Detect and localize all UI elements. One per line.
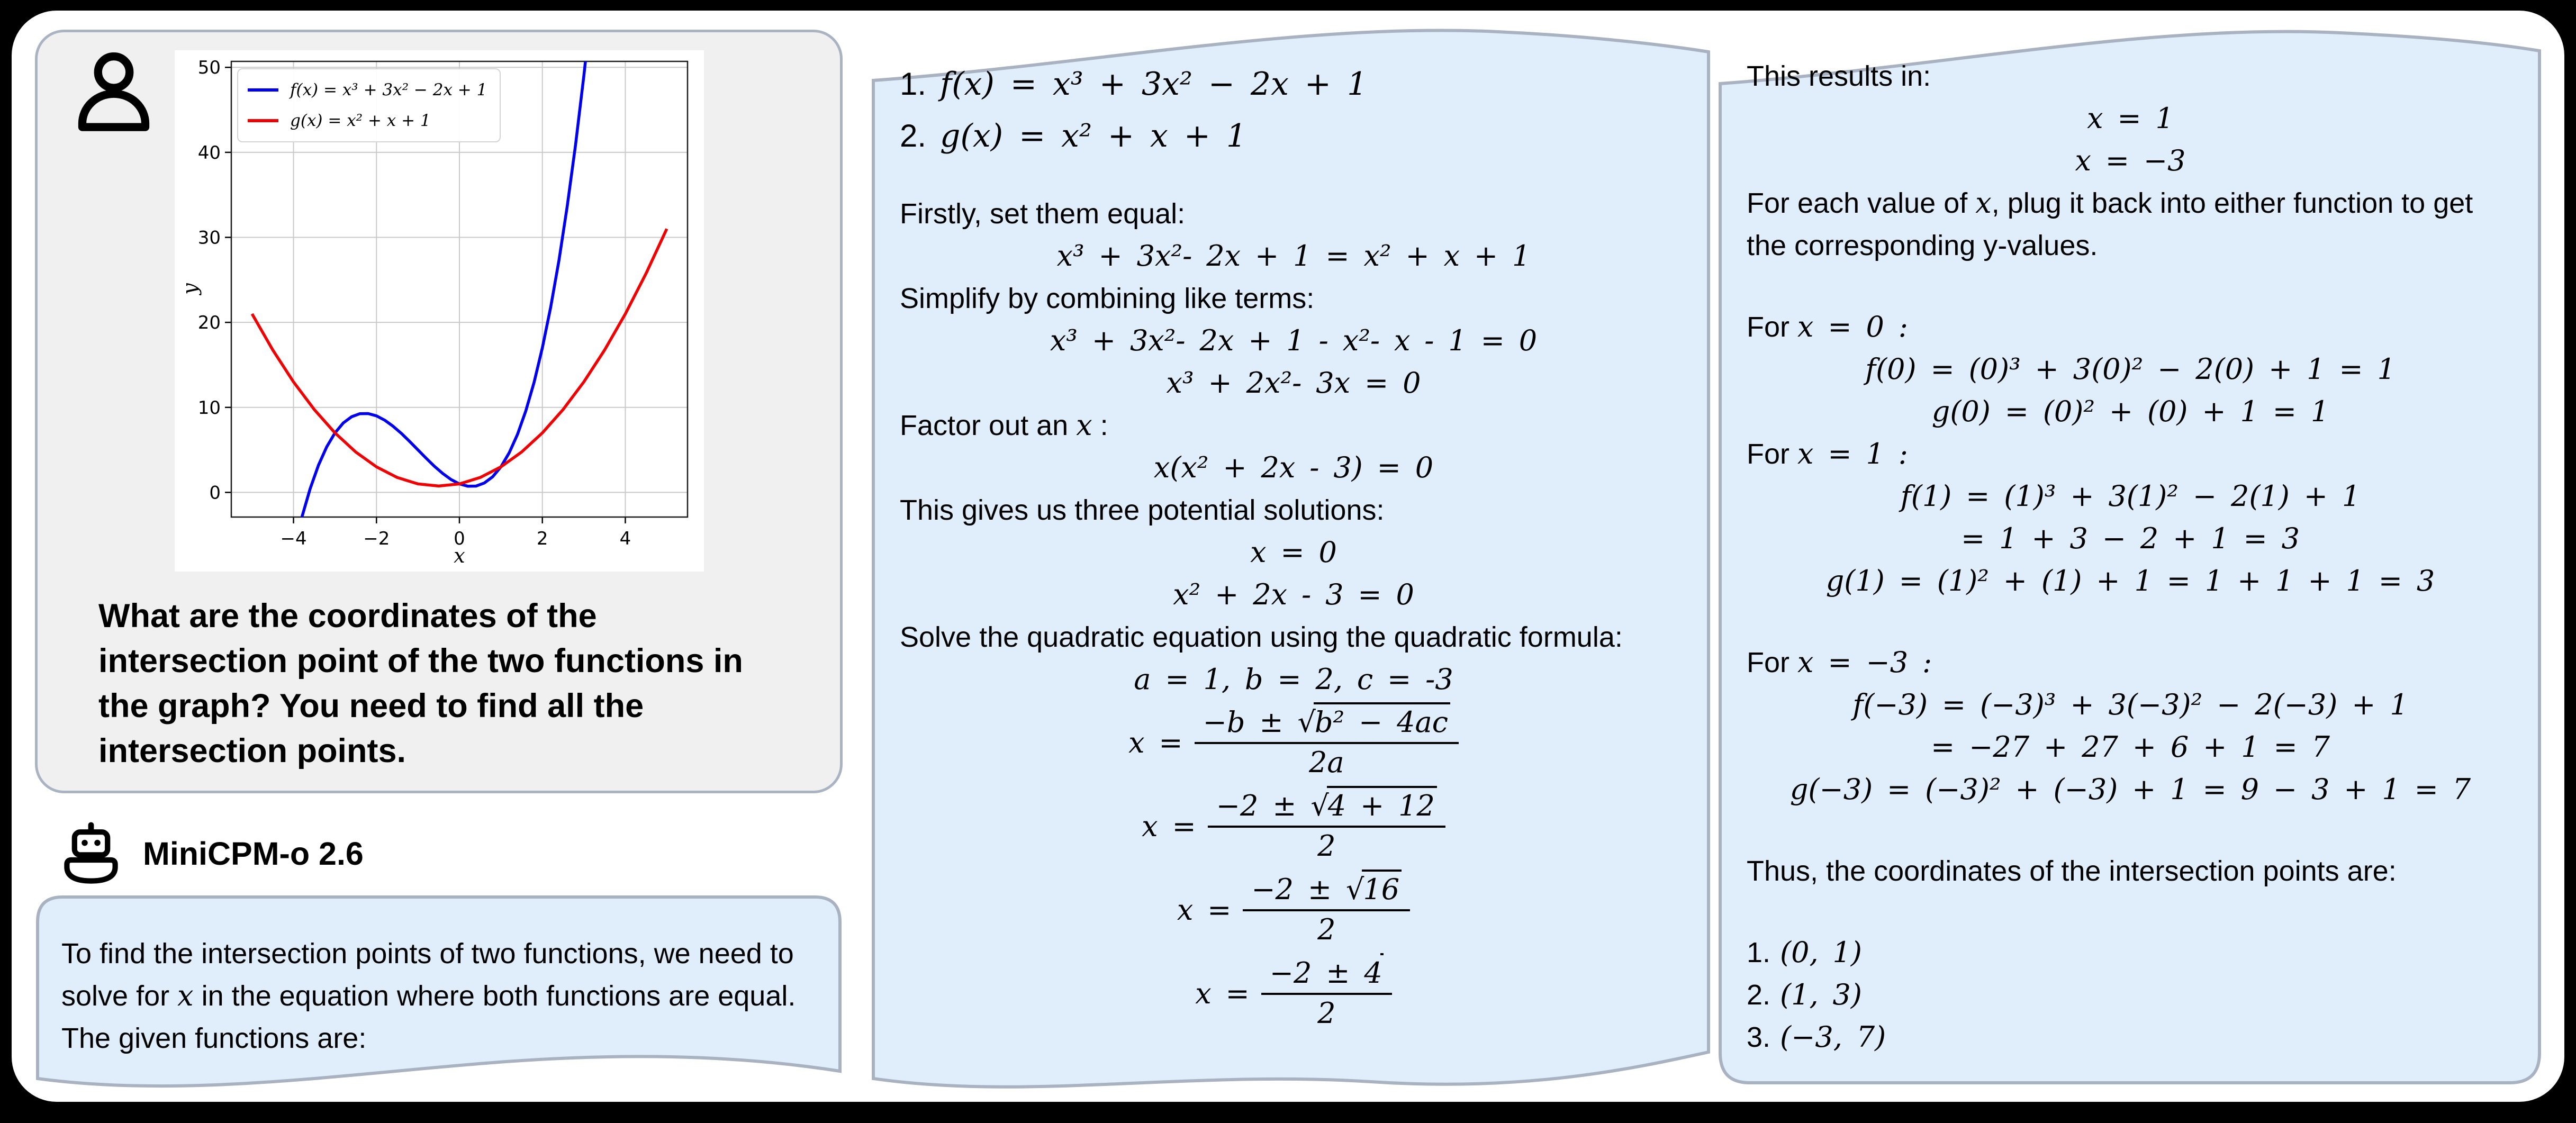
for-math: x = 1 : [1797, 437, 1908, 470]
math-line: x = −3 [2075, 144, 2186, 177]
case-xm3-header [1747, 641, 2514, 684]
user-question: What are the coordinates of the intersection point of the two functions in the graph? You need to find all the intersection points. [98, 597, 743, 769]
function-def-1 [900, 58, 1687, 110]
g-definition: g(x) = x² + x + 1 [940, 117, 1247, 155]
frac-lhs: x = [1128, 726, 1183, 759]
fraction-numerator [1195, 706, 1459, 744]
fraction [1261, 957, 1392, 1030]
math-line: = 1 + 3 − 2 + 1 = 3 [1961, 522, 2300, 555]
y-axis-label: y [178, 283, 202, 295]
legend-entry-f [248, 75, 487, 105]
math-line: g(−3) = (−3)² + (−3) + 1 = 9 − 3 + 1 = 7 [1789, 773, 2471, 806]
fraction [1243, 873, 1410, 946]
legend-line-red [248, 119, 278, 122]
fraction-denominator: 2 [1317, 829, 1336, 863]
svg-text:4: 4 [619, 528, 631, 549]
for-label: For [1747, 647, 1798, 678]
math-line: f(0) = (0)³ + 3(0)² − 2(0) + 1 = 1 [1865, 352, 2396, 386]
frac-lhs: x = [1177, 893, 1232, 927]
quadratic-step-2 [900, 784, 1687, 868]
svg-text:10: 10 [197, 397, 221, 419]
math-line: x³ + 3x²- 2x + 1 - x²- x - 1 = 0 [1050, 324, 1538, 357]
plug-pre: For each value of [1747, 187, 1976, 219]
point-tuple: (1, 3) [1780, 978, 1862, 1011]
for-label: For [1747, 438, 1798, 470]
math-line: x² + 2x - 3 = 0 [1173, 578, 1414, 611]
fraction [1195, 706, 1459, 779]
case-x0-header [1747, 306, 2514, 348]
response-bubble-1 [61, 932, 826, 1059]
num-pre: −2 ± 4 [1269, 956, 1382, 990]
svg-text:50: 50 [197, 57, 221, 79]
quadratic-formula [900, 701, 1687, 784]
math-line: x = 0 [1250, 536, 1337, 569]
radicand: 16 [1362, 870, 1402, 906]
response-bubble-2 [900, 58, 1687, 1035]
text-line: This gives us three potential solutions: [900, 494, 1385, 526]
frac-lhs: x = [1142, 809, 1196, 843]
math-line: x³ + 2x²- 3x = 0 [1166, 366, 1421, 400]
frac-lhs: x = [1195, 976, 1250, 1010]
math-line: g(0) = (0)² + (0) + 1 = 1 [1931, 395, 2329, 428]
legend-label-f: f(x) = x³ + 3x² − 2x + 1 [290, 80, 487, 99]
fraction-denominator: 2 [1317, 913, 1336, 946]
math-line: g(1) = (1)² + (1) + 1 = 1 + 1 + 1 = 3 [1825, 564, 2435, 597]
for-math: x = −3 : [1797, 646, 1932, 679]
num-pre: −b ± √ [1203, 705, 1316, 739]
point-tuple: (0, 1) [1780, 936, 1862, 969]
num-pre: −2 ± √ [1216, 789, 1329, 822]
fraction [1208, 790, 1445, 863]
fraction-numerator [1208, 790, 1445, 828]
conclusion-line: Thus, the coordinates of the intersection points are: [1747, 855, 2397, 887]
radicand [1380, 953, 1384, 990]
legend-entry-g [248, 105, 487, 136]
math-line: f(1) = (1)³ + 3(1)² − 2(1) + 1 [1900, 479, 2361, 513]
x-axis-label: x [454, 544, 465, 567]
model-row [59, 819, 364, 888]
spacer [1747, 602, 2514, 641]
legend-line-blue [248, 88, 278, 92]
intersection-point-3 [1747, 1016, 2514, 1058]
svg-text:0: 0 [209, 482, 221, 504]
svg-text:2: 2 [536, 528, 548, 549]
plug-var: x [1975, 186, 1992, 220]
list-number: 3. [1747, 1021, 1771, 1053]
math-line: a = 1, b = 2, c = -3 [1134, 663, 1453, 696]
svg-text:40: 40 [197, 142, 221, 164]
for-math: x = 0 : [1797, 310, 1908, 343]
radicand: b² − 4ac [1314, 702, 1450, 739]
function-def-2 [900, 110, 1687, 162]
plug-post: , plug it back into either function to get the corresponding y-values. [1747, 187, 2473, 261]
text-line [900, 404, 1687, 447]
user-icon [69, 41, 159, 144]
math-line: x = 1 [2087, 102, 2174, 135]
fraction-denominator: 2a [1309, 746, 1344, 779]
function-graph [175, 50, 704, 572]
case-x1-header [1747, 433, 2514, 475]
response-1-text [61, 938, 796, 1054]
svg-text:20: 20 [197, 312, 221, 334]
text-line: This results in: [1747, 60, 1931, 92]
response-1-post: in the equation where both functions are equal. The given functions are: [61, 980, 796, 1054]
svg-text:−2: −2 [363, 528, 390, 549]
text-line: Simplify by combining like terms: [900, 283, 1315, 314]
fraction-denominator: 2 [1317, 997, 1336, 1030]
point-tuple: (−3, 7) [1780, 1020, 1886, 1054]
svg-text:−4: −4 [280, 528, 307, 549]
response-1-pre: To find the intersection points of two functions, we need to solve for [61, 938, 794, 1012]
math-line: x(x² + 2x - 3) = 0 [1153, 451, 1434, 484]
f-definition: f(x) = x³ + 3x² − 2x + 1 [940, 66, 1368, 103]
svg-text:0: 0 [454, 528, 465, 549]
response-1-var: x [177, 979, 194, 1012]
fraction-numerator [1261, 957, 1392, 995]
robot-icon [59, 821, 123, 886]
text-line: Firstly, set them equal: [900, 198, 1186, 230]
math-line: = −27 + 27 + 6 + 1 = 7 [1931, 730, 2330, 764]
fraction-numerator [1243, 873, 1410, 911]
radicand: 4 + 12 [1327, 786, 1437, 822]
text-line [1747, 182, 2514, 267]
math-line: x³ + 3x²- 2x + 1 = x² + x + 1 [1056, 239, 1531, 273]
list-number: 1. [900, 66, 927, 102]
list-number: 2. [1747, 979, 1771, 1011]
spacer [1747, 267, 2514, 306]
factor-var: x [1076, 409, 1092, 442]
legend-label-g: g(x) = x² + x + 1 [290, 111, 431, 130]
factor-post: : [1092, 410, 1108, 441]
intersection-point-1 [1747, 931, 2514, 974]
response-bubble-3 [1747, 55, 2514, 1058]
quadratic-step-3 [900, 868, 1687, 952]
model-name: MiniCPM-o 2.6 [143, 836, 364, 872]
text-line: Solve the quadratic equation using the quadratic formula: [900, 621, 1623, 653]
spacer [1747, 811, 2514, 850]
list-number: 2. [900, 118, 927, 153]
intersection-point-2 [1747, 974, 2514, 1016]
math-line: f(−3) = (−3)³ + 3(−3)² − 2(−3) + 1 [1852, 688, 2408, 721]
list-number: 1. [1747, 937, 1771, 968]
quadratic-step-4 [900, 952, 1687, 1035]
svg-text:30: 30 [197, 227, 221, 249]
for-label: For [1747, 311, 1798, 343]
num-pre: −2 ± √ [1251, 873, 1364, 906]
spacer [900, 162, 1687, 193]
plot-legend [237, 68, 501, 142]
factor-pre: Factor out an [900, 410, 1077, 441]
spacer [1747, 892, 2514, 931]
